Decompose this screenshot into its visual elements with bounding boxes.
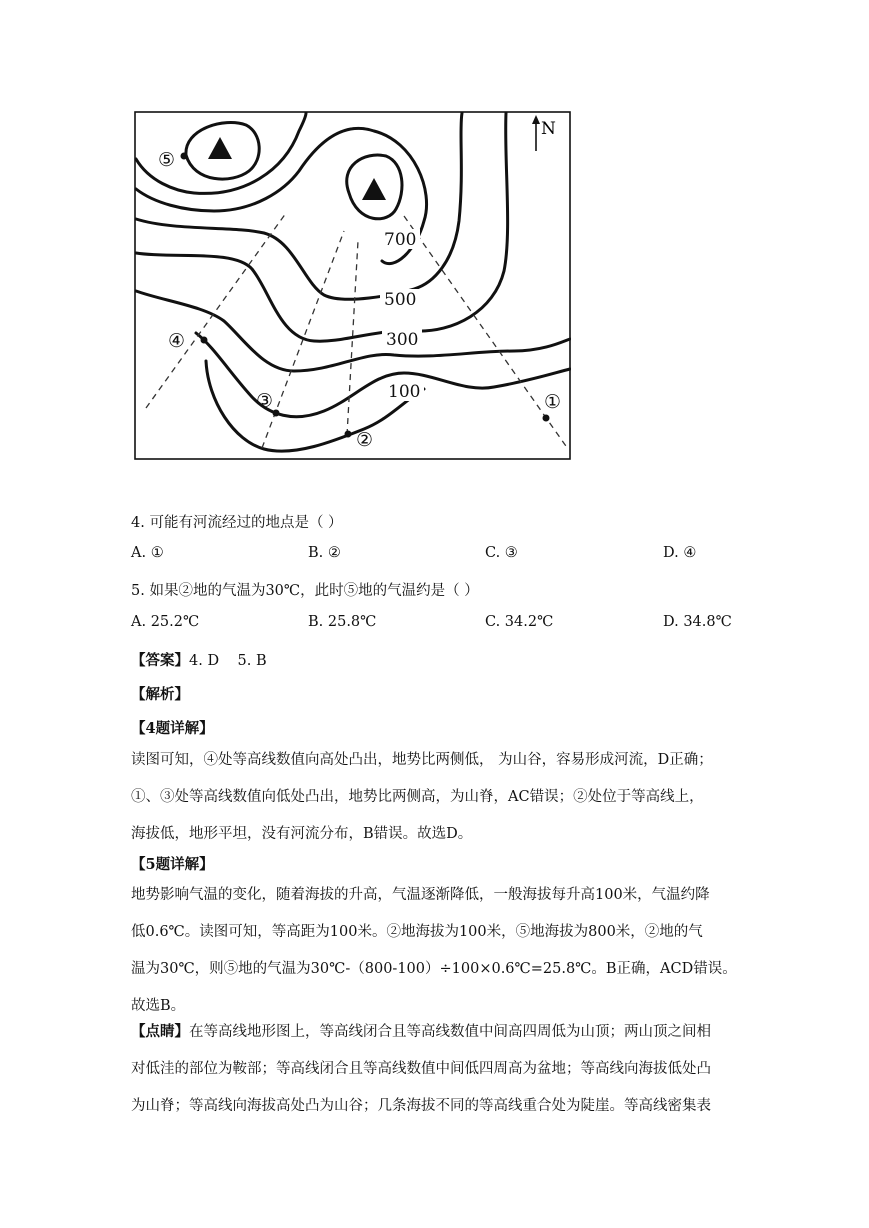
detail-5-line: 故选B。 [131,998,186,1014]
point-3-dot [273,410,280,417]
q4-option-d: D. ④ [663,545,697,561]
analysis-label: 【解析】 [131,686,189,703]
comment-line-1 [131,1013,741,1051]
answer-line [131,649,267,670]
detail-4-line: ①、③处等高线数值向低处凸出，地势比两侧高，为山脊，AC错误；②处位于等高线上， [131,789,704,805]
detail-5-body [131,877,741,1025]
point-2-dot [345,431,352,438]
q5-option-a: A. 25.2℃ [131,614,200,630]
detail-4-line: 读图可知，④处等高线数值向高处凸出，地势比两侧低， 为山谷，容易形成河流，D正确； [131,752,713,768]
comment-line: 对低洼的部位为鞍部；等高线闭合且等高线数值中间低四周高为盆地；等高线向海拔低处凸 [131,1061,711,1077]
point-1-dot [543,415,550,422]
detail-5-line: 地势影响气温的变化，随着海拔的升高，气温逐渐降低，一般海拔每升高100米，气温约降 [131,887,710,903]
point-5-label: ⑤ [158,149,176,171]
point-4-label: ④ [168,330,186,352]
north-label: N [541,119,556,139]
q5-option-b: B. 25.8℃ [308,614,377,630]
q4-option-b: B. ② [308,545,341,561]
comment-label: 【点睛】 [131,1023,189,1040]
answer-text: 4. D 5. B [189,653,267,669]
point-2-label: ② [356,429,374,451]
detail-5-line: 低0.6℃。读图可知，等高距为100米。②地海拔为100米，⑤地海拔为800米，②地的气 [131,924,703,940]
point-5-dot [181,153,188,160]
q4-option-c: C. ③ [485,545,518,561]
point-4-dot [201,337,208,344]
contour-label-700: 700 [384,230,417,250]
contour-label-100: 100 [388,382,421,402]
point-3-label: ③ [256,390,274,412]
comment-line-text: 在等高线地形图上，等高线闭合且等高线数值中间高四周低为山顶；两山顶之间相 [189,1024,711,1040]
detail-4-label: 【4题详解】 [131,720,214,737]
detail-5-label: 【5题详解】 [131,856,214,873]
q4-option-a: A. ① [131,545,164,561]
detail-4-body [131,742,741,853]
question-4-stem: 4. 可能有河流经过的地点是（ ） [131,515,343,531]
comment-body [131,1013,741,1125]
contour-label-500: 500 [384,290,417,310]
comment-line: 为山脊；等高线向海拔高处凸为山谷；几条海拔不同的等高线重合处为陡崖。等高线密集表 [131,1098,711,1114]
contour-map [134,111,571,460]
q5-option-d: D. 34.8℃ [663,614,732,630]
contour-label-300: 300 [386,330,419,350]
q5-option-c: C. 34.2℃ [485,614,554,630]
detail-5-line: 温为30℃，则⑤地的气温为30℃-（800-100）÷100×0.6℃=25.8℃。B正确，ACD错误。 [131,961,737,977]
detail-4-line: 海拔低，地形平坦，没有河流分布，B错误。故选D。 [131,826,473,842]
point-1-label: ① [544,391,562,413]
question-5-stem: 5. 如果②地的气温为30℃，此时⑤地的气温约是（ ） [131,583,479,599]
answer-label: 【答案】 [131,652,189,669]
